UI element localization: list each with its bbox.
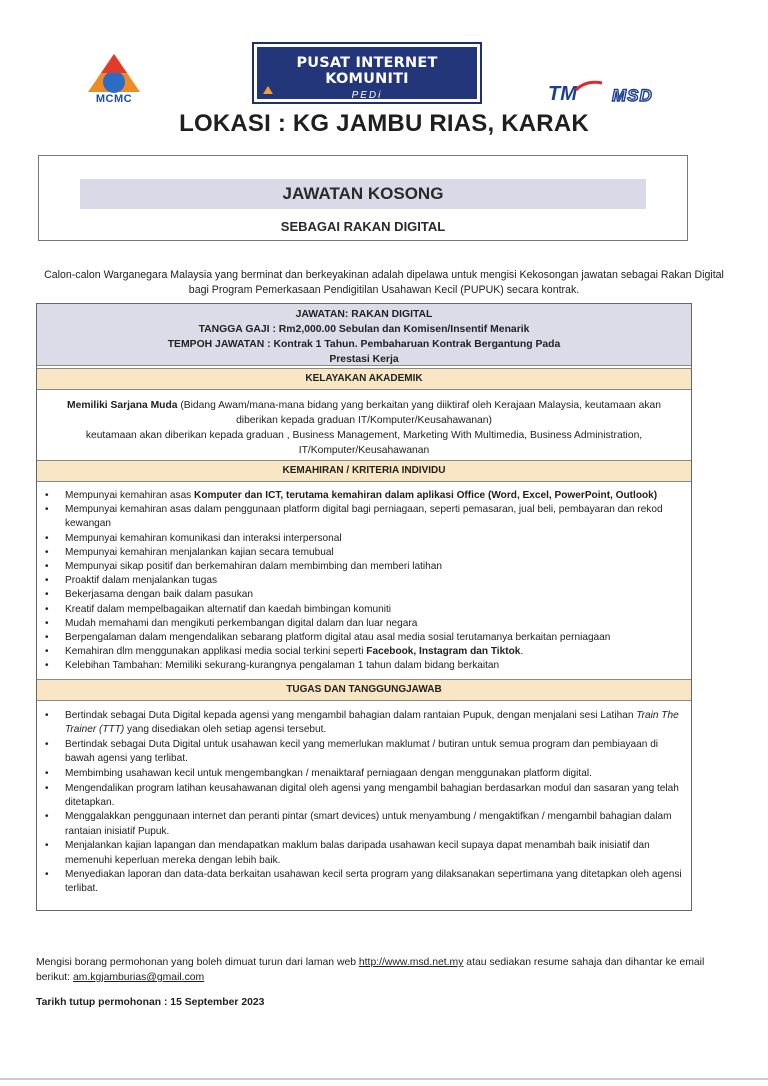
qualification-line2: diberikan kepada graduan IT/Komputer/Keusahawanan) — [236, 415, 492, 426]
section-heading-duties: TUGAS DAN TANGGUNGJAWAB — [37, 679, 691, 701]
intro-paragraph: Calon-calon Warganegara Malaysia yang berminat dan berkeyakinan adalah dipelawa untuk mengisi Kekosongan jawatan sebagai Rakan Digital bagi Program Pemerkasaan Pendigitilan Usahawan Kecil (PUPUK) secara kontrak. — [44, 269, 724, 296]
list-item: • Mempunyai sikap positif dan berkemahiran dalam membimbing dan memberi latihan — [40, 560, 680, 574]
bullet-icon: • — [45, 660, 49, 672]
bullet-icon: • — [45, 840, 49, 852]
list-item: • Mempunyai kemahiran komunikasi dan interaksi interpersonal — [40, 532, 680, 546]
bullet-icon: • — [45, 617, 49, 629]
bullet-icon: • — [45, 738, 49, 750]
page-subtitle: SEBAGAI RAKAN DIGITAL — [280, 219, 446, 234]
job-duration-cont: Prestasi Kerja — [329, 354, 399, 365]
list-item: • Membimbing usahawan kecil untuk mengembangkan / menaiktaraf perniagaan dengan menggunakan platform digital. — [40, 767, 686, 781]
bullet-icon: • — [45, 782, 49, 794]
list-item: • Mempunyai kemahiran asas dalam penggunaan platform digital bagi perniagaan, seperti pemasaran, jual beli, pembayaran dan rekod kewangan — [45, 504, 663, 530]
bullet-icon: • — [45, 532, 49, 544]
application-instructions: Mengisi borang permohonan yang boleh dimuat turun dari laman web http://www.msd.net.my atau sediakan resume sahaja dan dihantar ke email berikut: am.kgjamburias@gmail.com — [36, 957, 705, 983]
bullet-icon: • — [45, 575, 49, 587]
list-item: • Mudah memahami dan mengikuti perkembangan digital dalam dan luar negara — [40, 617, 680, 631]
list-item: • Menggalakkan penggunaan internet dan peranti pintar (smart devices) untuk menyambung / mengaktifkan / mengambil bahagian dalam rantaian inisiatif Pupuk. — [45, 811, 672, 837]
list-item: • Menjalankan kajian lapangan dan mendapatkan maklum balas daripada usahawan kecil supaya dapat menambah baik inisiatif dan memenuhi keperluan mereka dengan lebih baik. — [45, 840, 650, 866]
list-item: • Bekerjasama dengan baik dalam pasukan — [40, 588, 680, 602]
section-heading-skills: KEMAHIRAN / KRITERIA INDIVIDU — [37, 460, 691, 482]
duties-list — [40, 709, 686, 897]
pedi-title: PUSAT INTERNET KOMUNITI — [296, 55, 438, 87]
msd-logo: MSD — [612, 86, 653, 105]
bullet-icon: • — [45, 603, 49, 615]
section-heading-qualification: KELAYAKAN AKADEMIK — [37, 368, 691, 390]
mcmc-logo-text: MCMC — [95, 93, 133, 105]
closing-date: Tarikh tutup permohonan : 15 September 2023 — [36, 997, 265, 1008]
list-item: • Bertindak sebagai Duta Digital kepada agensi yang mengambil bahagian dalam rantaian Pupuk, dengan menjalani sesi Latihan Train The Trainer (TTT) yang disediakan oleh setiap agensi tersebut. — [45, 710, 679, 736]
bullet-icon: • — [45, 504, 49, 516]
list-item: • Mengendalikan program latihan keusahawanan digital oleh agensi yang mengambil bahagian berdasarkan modul dan sasaran yang telah ditetapkan. — [45, 782, 679, 808]
bullet-icon: • — [45, 767, 49, 779]
bullet-icon: • — [45, 546, 49, 558]
location-heading: LOKASI : KG JAMBU RIAS, KARAK — [179, 110, 589, 137]
qualification-line4: IT/Komputer/Keusahawanan — [298, 445, 430, 456]
bullet-icon: • — [45, 646, 49, 658]
list-item: • Mempunyai kemahiran menjalankan kajian secara temubual — [40, 546, 680, 560]
list-item: • Bertindak sebagai Duta Digital untuk usahawan kecil yang memerlukan maklumat / butiran untuk semua program dan pembiayaan di bawah agensi yang terlibat. — [45, 738, 659, 765]
tm-logo: TM — [548, 83, 577, 105]
bullet-icon: • — [45, 490, 49, 501]
job-position: JAWATAN: RAKAN DIGITAL — [295, 309, 433, 320]
job-salary: TANGGA GAJI : Rm2,000.00 Sebulan dan Komisen/Insentif Menarik — [198, 324, 530, 335]
pedi-triangle-icon — [263, 86, 273, 94]
list-item: • Proaktif dalam menjalankan tugas — [40, 574, 680, 588]
list-item: • Mempunyai kemahiran asas Komputer dan ICT, terutama kemahiran dalam aplikasi Office (Word, Excel, PowerPoint, Outlook) — [40, 489, 680, 503]
page-title: JAWATAN KOSONG — [282, 184, 444, 203]
bullet-icon: • — [45, 632, 49, 644]
list-item: • Berpengalaman dalam mengendalikan sebarang platform digital atau asal media sosial terutamanya berkaitan perniagaan — [40, 631, 680, 645]
qualification-text — [52, 398, 676, 458]
skills-list — [40, 489, 680, 674]
list-item: • Menyediakan laporan dan data-data berkaitan usahawan kecil serta program yang dilaksanakan sepertimana yang ditetapkan oleh agensi terlibat. — [45, 869, 682, 895]
job-summary — [37, 304, 691, 366]
page-edge-divider — [0, 1078, 768, 1080]
bullet-icon: • — [45, 811, 49, 823]
bullet-icon: • — [45, 561, 49, 573]
qualification-line1: (Bidang Awam/mana-mana bidang yang berkaitan yang diiktiraf oleh Kerajaan Malaysia, keutamaan akan — [177, 400, 661, 411]
tm-swoosh-icon — [574, 80, 604, 92]
list-item: • Kelebihan Tambahan: Memiliki sekurang-kurangnya pengalaman 1 tahun dalam bidang berkaitan — [40, 659, 680, 673]
list-item: • Kemahiran dlm menggunakan applikasi media social terkini seperti Facebook, Instagram dan Tiktok. — [40, 645, 680, 659]
job-duration: TEMPOH JAWATAN : Kontrak 1 Tahun. Pembaharuan Kontrak Bergantung Pada — [167, 339, 561, 350]
bullet-icon: • — [45, 869, 49, 881]
pedi-logo — [252, 42, 482, 104]
pedi-subtitle: PEDi — [351, 90, 383, 101]
website-link[interactable]: http://www.msd.net.my — [358, 957, 464, 968]
list-item: • Kreatif dalam mempelbagaikan alternatif dan kaedah bimbingan komuniti — [40, 603, 680, 617]
qualification-line3: keutamaan akan diberikan kepada graduan , Business Management, Marketing With Multimedia, Business Administration, — [85, 430, 643, 441]
qualification-lead: Memiliki Sarjana Muda — [67, 400, 178, 411]
email-link[interactable]: am.kgjamburias@gmail.com — [72, 972, 205, 983]
bullet-icon: • — [45, 710, 49, 721]
bullet-icon: • — [45, 589, 49, 601]
